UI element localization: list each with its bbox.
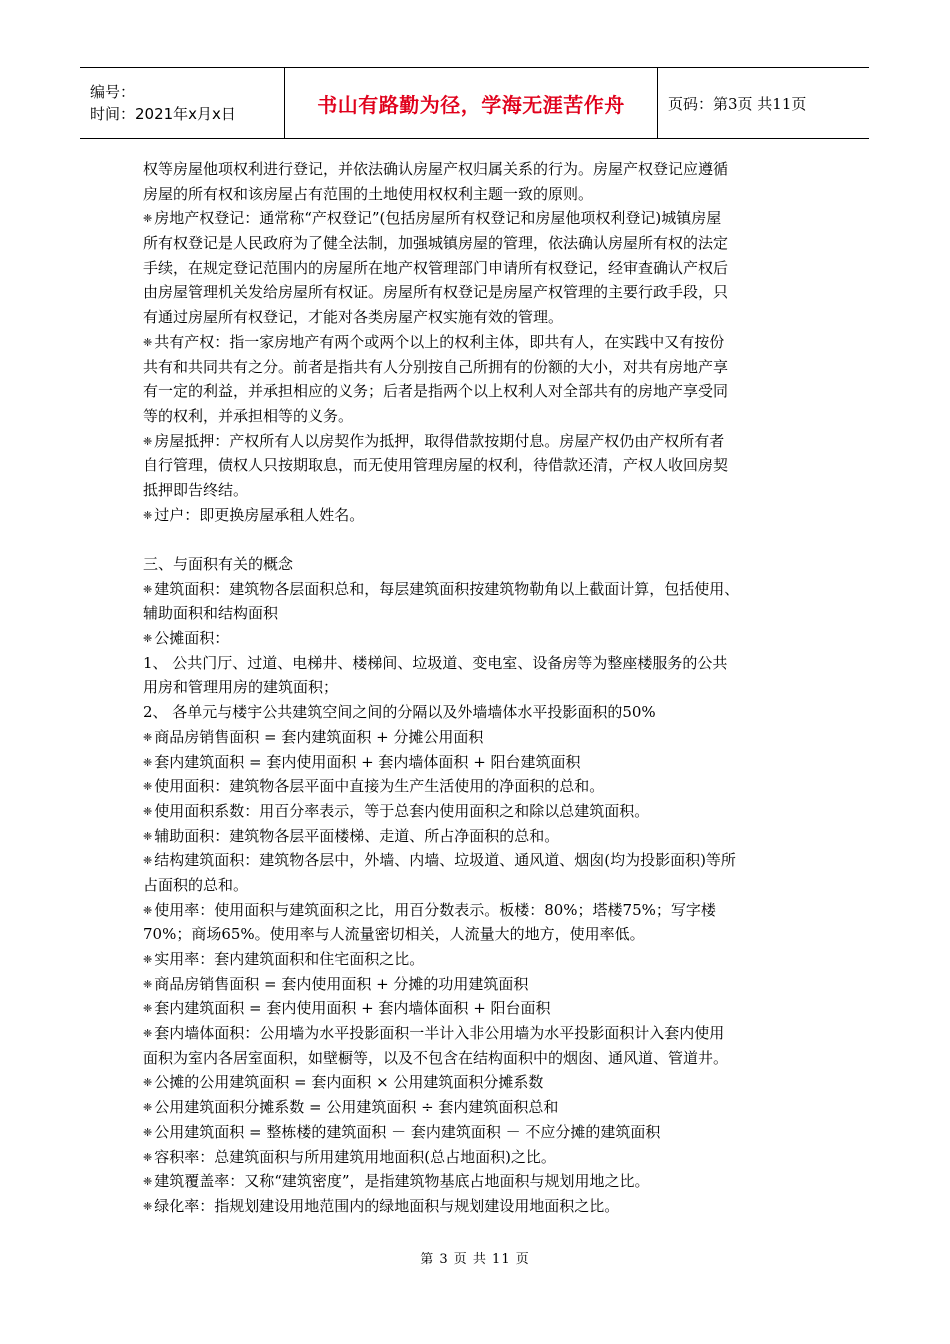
- line-text: 使用面积系数：用百分率表示，等于总套内使用面积之和除以总建筑面积。: [154, 801, 650, 820]
- text-line: [143, 898, 823, 923]
- text-line: [143, 626, 823, 651]
- line-text: 公摊面积：: [154, 629, 230, 648]
- line-text: 实用率：套内建筑面积和住宅面积之比。: [154, 950, 425, 968]
- line-text: 绿化率：指规划建设用地范围内的绿地面积与规划建设用地面积之比。: [154, 1196, 620, 1215]
- line-text: 自行管理，债权人只按期取息，而无使用管理房屋的权利，待借款还清，产权人收回房契: [143, 456, 729, 475]
- line-text: 手续，在规定登记范围内的房屋所在地产权管理部门申请所有权登记，经审查确认产权后: [143, 258, 729, 277]
- text-line: [143, 996, 823, 1021]
- line-text: 有一定的利益，并承担相应的义务；后者是指两个以上权利人对全部共有的房地产享受同: [143, 382, 729, 401]
- line-text: 商品房销售面积 = 套内使用面积 + 分摊的功用建筑面积: [154, 974, 529, 993]
- text-line: [143, 972, 823, 997]
- text-line: [143, 1021, 823, 1046]
- doc-date-label: 时间：2021年x月x日: [90, 105, 236, 123]
- line-text: 占面积的总和。: [143, 875, 249, 894]
- line-text: 容积率：总建筑面积与所用建筑用地面积(总占地面积)之比。: [154, 1147, 556, 1166]
- text-line: [143, 453, 823, 478]
- page-header: [80, 67, 869, 139]
- bullet-icon: ❈: [143, 977, 153, 991]
- text-line: [143, 330, 823, 355]
- text-line: [143, 503, 823, 528]
- text-line: [143, 700, 823, 725]
- text-line: [143, 922, 823, 947]
- line-text: 权等房屋他项权利进行登记，并依法确认房屋产权归属关系的行为。房屋产权登记应遵循: [143, 160, 729, 178]
- text-line: [143, 305, 823, 330]
- blank-line: [143, 527, 823, 552]
- bullet-icon: ❈: [143, 829, 153, 843]
- text-line: [143, 478, 823, 503]
- text-line: [143, 1120, 823, 1145]
- text-line: [143, 725, 823, 750]
- page-footer: [0, 1248, 950, 1267]
- text-line: [143, 182, 823, 207]
- text-line: [143, 577, 823, 602]
- bullet-icon: ❈: [143, 1101, 153, 1115]
- line-text: 房地产权登记：通常称“产权登记”(包括房屋所有权登记和房屋他项权利登记)城镇房屋: [154, 209, 722, 228]
- text-line: [143, 675, 823, 700]
- doc-number-label: 编号：: [90, 83, 136, 101]
- text-line: [143, 1194, 823, 1219]
- bullet-icon: ❈: [143, 1076, 153, 1090]
- bullet-icon: ❈: [143, 730, 153, 744]
- line-text: 公用建筑面积分摊系数 = 公用建筑面积 ÷ 套内建筑面积总和: [154, 1098, 559, 1117]
- line-text: 辅助面积：建筑物各层平面楼梯、走道、所占净面积的总和。: [154, 826, 560, 845]
- line-text: 所有权登记是人民政府为了健全法制，加强城镇房屋的管理，依法确认房屋所有权的法定: [143, 234, 729, 253]
- line-text: 建筑覆盖率：又称“建筑密度”，是指建筑物基底占地面积与规划用地之比。: [154, 1172, 650, 1191]
- text-line: [143, 848, 823, 873]
- line-text: 共有产权：指一家房地产有两个或两个以上的权利主体，即共有人，在实践中又有按份: [154, 332, 725, 351]
- text-line: [143, 256, 823, 281]
- line-text: 套内建筑面积 = 套内使用面积 + 套内墙体面积 + 阳台面积: [154, 999, 551, 1018]
- text-line: [143, 947, 823, 972]
- text-line: [143, 750, 823, 775]
- document-body: [143, 157, 823, 1219]
- line-text: 结构建筑面积：建筑物各层中，外墙、内墙、垃圾道、通风道、烟囱(均为投影面积)等所: [154, 851, 736, 870]
- text-line: [143, 1070, 823, 1095]
- bullet-icon: ❈: [143, 335, 153, 349]
- text-line: [143, 206, 823, 231]
- text-line: [143, 799, 823, 824]
- text-line: [143, 231, 823, 256]
- line-text: 70%；商场65%。使用率与人流量密切相关，人流量大的地方，使用率低。: [143, 925, 645, 944]
- text-line: [143, 355, 823, 380]
- line-text: 有通过房屋所有权登记，才能对各类房屋产权实施有效的管理。: [143, 308, 564, 327]
- footer-page-number: 第 3 页 共 11 页: [420, 1252, 530, 1267]
- bullet-icon: ❈: [143, 1150, 153, 1164]
- bullet-icon: ❈: [143, 780, 153, 794]
- line-text: 房屋抵押：产权所有人以房契作为抵押，取得借款按期付息。房屋产权仍由产权所有者: [154, 431, 725, 450]
- text-line: [143, 1046, 823, 1071]
- text-line: [143, 651, 823, 676]
- bullet-icon: ❈: [143, 434, 153, 448]
- line-text: 使用面积：建筑物各层平面中直接为生产生活使用的净面积的总和。: [154, 777, 605, 796]
- bullet-icon: ❈: [143, 632, 153, 646]
- bullet-icon: ❈: [143, 854, 153, 868]
- text-line: [143, 429, 823, 454]
- line-text: 套内墙体面积：公用墙为水平投影面积一半计入非公用墙为水平投影面积计入套内使用: [154, 1024, 725, 1043]
- bullet-icon: ❈: [143, 582, 153, 596]
- line-text: 辅助面积和结构面积: [143, 604, 279, 623]
- line-text: 房屋的所有权和该房屋占有范围的土地使用权权利主题一致的原则。: [143, 184, 594, 203]
- text-line: [143, 873, 823, 898]
- text-line: [143, 552, 823, 577]
- line-text: 2、 各单元与楼宇公共建筑空间之间的分隔以及外墙墙体水平投影面积的50%: [143, 703, 656, 722]
- bullet-icon: ❈: [143, 1125, 153, 1139]
- line-text: 建筑面积：建筑物各层面积总和，每层建筑面积按建筑物勒角以上截面计算，包括使用、: [154, 579, 740, 598]
- line-text: 使用率：使用面积与建筑面积之比，用百分数表示。板楼：80%；塔楼75%；写字楼: [154, 900, 716, 919]
- line-text: 由房屋管理机关发给房屋所有权证。房屋所有权登记是房屋产权管理的主要行政手段，只: [143, 283, 729, 302]
- line-text: 公用建筑面积 = 整栋楼的建筑面积 － 套内建筑面积 － 不应分摊的建筑面积: [154, 1122, 661, 1141]
- line-text: 1、 公共门厅、过道、电梯井、楼梯间、垃圾道、变电室、设备房等为整座楼服务的公共: [143, 653, 728, 672]
- text-line: [143, 1095, 823, 1120]
- line-text: 面积为室内各居室面积，如壁橱等，以及不包含在结构面积中的烟囱、通风道、管道井。: [143, 1048, 729, 1067]
- header-page-cell: [658, 68, 869, 138]
- text-line: [143, 1169, 823, 1194]
- line-text: 等的权利，并承担相等的义务。: [143, 406, 354, 425]
- bullet-icon: ❈: [143, 755, 153, 769]
- bullet-icon: ❈: [143, 903, 153, 917]
- header-motto: 书山有路勤为径，学海无涯苦作舟: [317, 92, 625, 117]
- line-text: 套内建筑面积 = 套内使用面积 + 套内墙体面积 + 阳台建筑面积: [154, 752, 581, 771]
- bullet-icon: ❈: [143, 508, 153, 522]
- text-line: [143, 601, 823, 626]
- header-page-label: 页码：第3页 共11页: [668, 94, 807, 113]
- text-line: [143, 379, 823, 404]
- bullet-icon: ❈: [143, 953, 153, 966]
- bullet-icon: ❈: [143, 1027, 153, 1041]
- bullet-icon: ❈: [143, 804, 153, 818]
- bullet-icon: ❈: [143, 1199, 153, 1213]
- bullet-icon: ❈: [143, 212, 153, 226]
- header-motto-cell: [284, 68, 658, 138]
- line-text: 过户：即更换房屋承租人姓名。: [154, 505, 365, 524]
- header-meta: [80, 68, 284, 138]
- line-text: 抵押即告终结。: [143, 480, 249, 499]
- bullet-icon: ❈: [143, 1175, 153, 1189]
- text-line: [143, 157, 823, 182]
- bullet-icon: ❈: [143, 1002, 153, 1016]
- text-line: [143, 404, 823, 429]
- line-text: 共有和共同共有之分。前者是指共有人分别按自己所拥有的份额的大小，对共有房地产享: [143, 357, 729, 376]
- line-text: 商品房销售面积 = 套内建筑面积 + 分摊公用面积: [154, 727, 484, 746]
- line-text: 三、与面积有关的概念: [143, 555, 294, 573]
- text-line: [143, 824, 823, 849]
- text-line: [143, 774, 823, 799]
- line-text: 公摊的公用建筑面积 = 套内面积 × 公用建筑面积分摊系数: [154, 1073, 544, 1092]
- text-line: [143, 1145, 823, 1170]
- text-line: [143, 280, 823, 305]
- line-text: 用房和管理用房的建筑面积；: [143, 678, 339, 697]
